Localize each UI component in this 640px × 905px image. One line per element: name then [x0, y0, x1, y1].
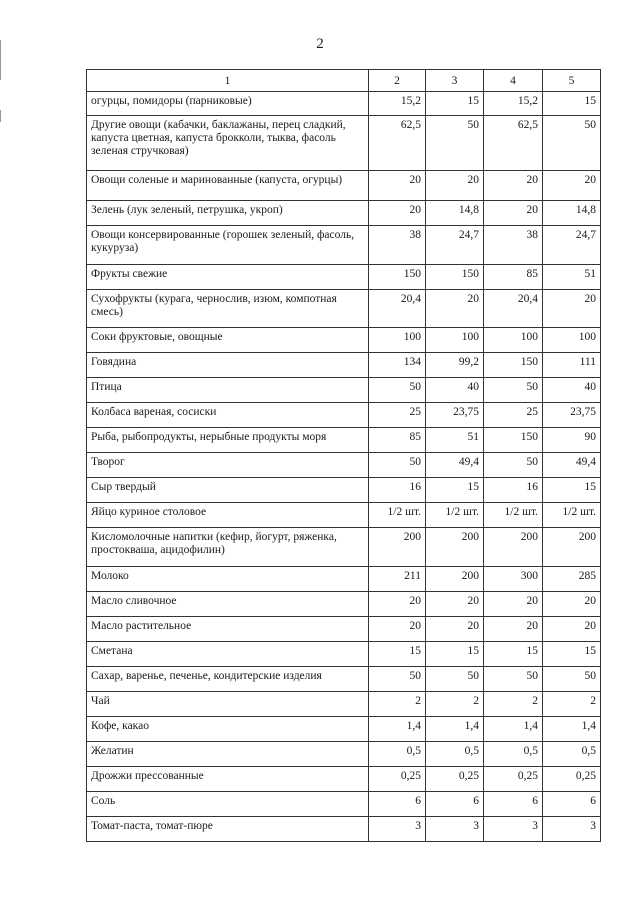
norm-value-cell: 1/2 шт. — [543, 503, 601, 528]
norm-value-cell: 14,8 — [426, 201, 484, 226]
norm-value-cell: 6 — [484, 792, 543, 817]
norm-value-cell: 51 — [543, 265, 601, 290]
norm-value-cell: 50 — [543, 667, 601, 692]
norm-value-cell: 20 — [369, 201, 426, 226]
table-row — [87, 428, 601, 453]
product-name-cell: Соль — [87, 792, 369, 817]
norm-value-cell: 40 — [426, 378, 484, 403]
norm-value-cell: 25 — [484, 403, 543, 428]
norm-value-cell: 2 — [426, 692, 484, 717]
norm-value-cell: 20,4 — [484, 290, 543, 328]
product-name-cell: Масло сливочное — [87, 592, 369, 617]
norm-value-cell: 1,4 — [484, 717, 543, 742]
norm-value-cell: 50 — [426, 116, 484, 171]
table-row — [87, 328, 601, 353]
norm-value-cell: 0,25 — [543, 767, 601, 792]
norm-value-cell: 1/2 шт. — [426, 503, 484, 528]
norm-value-cell: 20 — [484, 171, 543, 201]
norm-value-cell: 0,5 — [484, 742, 543, 767]
norm-value-cell: 15 — [543, 478, 601, 503]
table-row — [87, 792, 601, 817]
norm-value-cell: 20 — [484, 201, 543, 226]
page-number: 2 — [316, 36, 324, 52]
norm-value-cell: 285 — [543, 567, 601, 592]
product-name-cell: Птица — [87, 378, 369, 403]
norm-value-cell: 50 — [484, 453, 543, 478]
table-row — [87, 478, 601, 503]
norm-value-cell: 100 — [426, 328, 484, 353]
table-row — [87, 453, 601, 478]
norm-value-cell: 50 — [369, 453, 426, 478]
norm-value-cell: 15,2 — [484, 92, 543, 116]
table-row — [87, 817, 601, 842]
norm-value-cell: 200 — [543, 528, 601, 567]
norm-value-cell: 2 — [543, 692, 601, 717]
product-name-cell: Зелень (лук зеленый, петрушка, укроп) — [87, 201, 369, 226]
norm-value-cell: 2 — [369, 692, 426, 717]
norm-value-cell: 15 — [426, 642, 484, 667]
norm-value-cell: 85 — [369, 428, 426, 453]
table-row — [87, 642, 601, 667]
norm-value-cell: 200 — [426, 528, 484, 567]
norm-value-cell: 62,5 — [484, 116, 543, 171]
norm-value-cell: 15 — [543, 642, 601, 667]
norm-value-cell: 3 — [543, 817, 601, 842]
norm-value-cell: 16 — [484, 478, 543, 503]
norm-value-cell: 0,5 — [369, 742, 426, 767]
product-name-cell: Кисломолочные напитки (кефир, йогурт, ряженка, простокваша, ацидофилин) — [87, 528, 369, 567]
norm-value-cell: 15 — [426, 92, 484, 116]
norm-value-cell: 38 — [369, 226, 426, 265]
product-name-cell: Овощи соленые и маринованные (капуста, огурцы) — [87, 171, 369, 201]
norm-value-cell: 15 — [369, 642, 426, 667]
norm-value-cell: 150 — [426, 265, 484, 290]
norm-value-cell: 300 — [484, 567, 543, 592]
product-name-cell: Молоко — [87, 567, 369, 592]
norm-value-cell: 2 — [484, 692, 543, 717]
product-name-cell: Сыр твердый — [87, 478, 369, 503]
norm-value-cell: 20 — [484, 617, 543, 642]
norm-value-cell: 0,5 — [426, 742, 484, 767]
table-header-row — [87, 70, 601, 92]
food-norms-table — [86, 69, 601, 842]
norm-value-cell: 1,4 — [369, 717, 426, 742]
product-name-cell: Кофе, какао — [87, 717, 369, 742]
norm-value-cell: 16 — [369, 478, 426, 503]
column-header: 2 — [369, 70, 426, 92]
norm-value-cell: 15 — [543, 92, 601, 116]
table-row — [87, 201, 601, 226]
product-name-cell: Сметана — [87, 642, 369, 667]
norm-value-cell: 6 — [369, 792, 426, 817]
norm-value-cell: 23,75 — [543, 403, 601, 428]
norm-value-cell: 3 — [484, 817, 543, 842]
norm-value-cell: 49,4 — [543, 453, 601, 478]
norm-value-cell: 23,75 — [426, 403, 484, 428]
norm-value-cell: 6 — [426, 792, 484, 817]
norm-value-cell: 100 — [369, 328, 426, 353]
norm-value-cell: 150 — [484, 353, 543, 378]
product-name-cell: Овощи консервированные (горошек зеленый, фасоль, кукуруза) — [87, 226, 369, 265]
product-name-cell: Соки фруктовые, овощные — [87, 328, 369, 353]
norm-value-cell: 24,7 — [543, 226, 601, 265]
norm-value-cell: 0,25 — [484, 767, 543, 792]
product-name-cell: Фрукты свежие — [87, 265, 369, 290]
norm-value-cell: 1/2 шт. — [369, 503, 426, 528]
product-name-cell: Томат-паста, томат-пюре — [87, 817, 369, 842]
norm-value-cell: 38 — [484, 226, 543, 265]
norm-value-cell: 1/2 шт. — [484, 503, 543, 528]
norm-value-cell: 24,7 — [426, 226, 484, 265]
table-body — [87, 92, 601, 842]
norm-value-cell: 15,2 — [369, 92, 426, 116]
norm-value-cell: 20 — [426, 290, 484, 328]
norm-value-cell: 111 — [543, 353, 601, 378]
table-row — [87, 353, 601, 378]
table-row — [87, 92, 601, 116]
norm-value-cell: 150 — [369, 265, 426, 290]
norm-value-cell: 20 — [426, 171, 484, 201]
norm-value-cell: 15 — [484, 642, 543, 667]
table-row — [87, 692, 601, 717]
norm-value-cell: 25 — [369, 403, 426, 428]
norm-value-cell: 20 — [369, 592, 426, 617]
norm-value-cell: 20 — [484, 592, 543, 617]
norm-value-cell: 20 — [543, 290, 601, 328]
norm-value-cell: 6 — [543, 792, 601, 817]
norm-value-cell: 50 — [426, 667, 484, 692]
column-header: 5 — [543, 70, 601, 92]
norm-value-cell: 0,5 — [543, 742, 601, 767]
norm-value-cell: 100 — [484, 328, 543, 353]
norm-value-cell: 20 — [426, 617, 484, 642]
norm-value-cell: 40 — [543, 378, 601, 403]
table-row — [87, 503, 601, 528]
norm-value-cell: 15 — [426, 478, 484, 503]
product-name-cell: Рыба, рыбопродукты, нерыбные продукты моря — [87, 428, 369, 453]
column-header: 1 — [87, 70, 369, 92]
table-row — [87, 742, 601, 767]
norm-value-cell: 51 — [426, 428, 484, 453]
product-name-cell: Колбаса вареная, сосиски — [87, 403, 369, 428]
product-name-cell: Другие овощи (кабачки, баклажаны, перец сладкий, капуста цветная, капуста брокколи, тыква, фасоль зеленая стручковая) — [87, 116, 369, 171]
norm-value-cell: 20 — [369, 171, 426, 201]
norm-value-cell: 20 — [426, 592, 484, 617]
product-name-cell: Чай — [87, 692, 369, 717]
product-name-cell: Яйцо куриное столовое — [87, 503, 369, 528]
table-row — [87, 116, 601, 171]
norm-value-cell: 20 — [543, 592, 601, 617]
product-name-cell: огурцы, помидоры (парниковые) — [87, 92, 369, 116]
table-row — [87, 378, 601, 403]
table-row — [87, 592, 601, 617]
norm-value-cell: 200 — [369, 528, 426, 567]
table-row — [87, 171, 601, 201]
product-name-cell: Говядина — [87, 353, 369, 378]
norm-value-cell: 62,5 — [369, 116, 426, 171]
norm-value-cell: 49,4 — [426, 453, 484, 478]
norm-value-cell: 50 — [484, 667, 543, 692]
norm-value-cell: 50 — [543, 116, 601, 171]
table-row — [87, 403, 601, 428]
norm-value-cell: 90 — [543, 428, 601, 453]
norm-value-cell: 50 — [484, 378, 543, 403]
norm-value-cell: 20,4 — [369, 290, 426, 328]
column-header: 4 — [484, 70, 543, 92]
norm-value-cell: 150 — [484, 428, 543, 453]
norm-value-cell: 134 — [369, 353, 426, 378]
column-header: 3 — [426, 70, 484, 92]
table-row — [87, 617, 601, 642]
product-name-cell: Творог — [87, 453, 369, 478]
product-name-cell: Масло растительное — [87, 617, 369, 642]
product-name-cell: Сахар, варенье, печенье, кондитерские изделия — [87, 667, 369, 692]
norm-value-cell: 20 — [369, 617, 426, 642]
norm-value-cell: 0,25 — [426, 767, 484, 792]
table-row — [87, 717, 601, 742]
norm-value-cell: 200 — [426, 567, 484, 592]
norm-value-cell: 0,25 — [369, 767, 426, 792]
product-name-cell: Желатин — [87, 742, 369, 767]
norm-value-cell: 85 — [484, 265, 543, 290]
norm-value-cell: 50 — [369, 667, 426, 692]
table-row — [87, 528, 601, 567]
norm-value-cell: 100 — [543, 328, 601, 353]
table-row — [87, 667, 601, 692]
table-row — [87, 226, 601, 265]
table-row — [87, 567, 601, 592]
table-row — [87, 290, 601, 328]
norm-value-cell: 1,4 — [426, 717, 484, 742]
product-name-cell: Сухофрукты (курага, чернослив, изюм, компотная смесь) — [87, 290, 369, 328]
norm-value-cell: 3 — [426, 817, 484, 842]
table-row — [87, 767, 601, 792]
norm-value-cell: 3 — [369, 817, 426, 842]
norm-value-cell: 99,2 — [426, 353, 484, 378]
norm-value-cell: 1,4 — [543, 717, 601, 742]
norm-value-cell: 50 — [369, 378, 426, 403]
norm-value-cell: 200 — [484, 528, 543, 567]
norm-value-cell: 211 — [369, 567, 426, 592]
product-name-cell: Дрожжи прессованные — [87, 767, 369, 792]
table-row — [87, 265, 601, 290]
norm-value-cell: 14,8 — [543, 201, 601, 226]
norm-value-cell: 20 — [543, 171, 601, 201]
norm-value-cell: 20 — [543, 617, 601, 642]
